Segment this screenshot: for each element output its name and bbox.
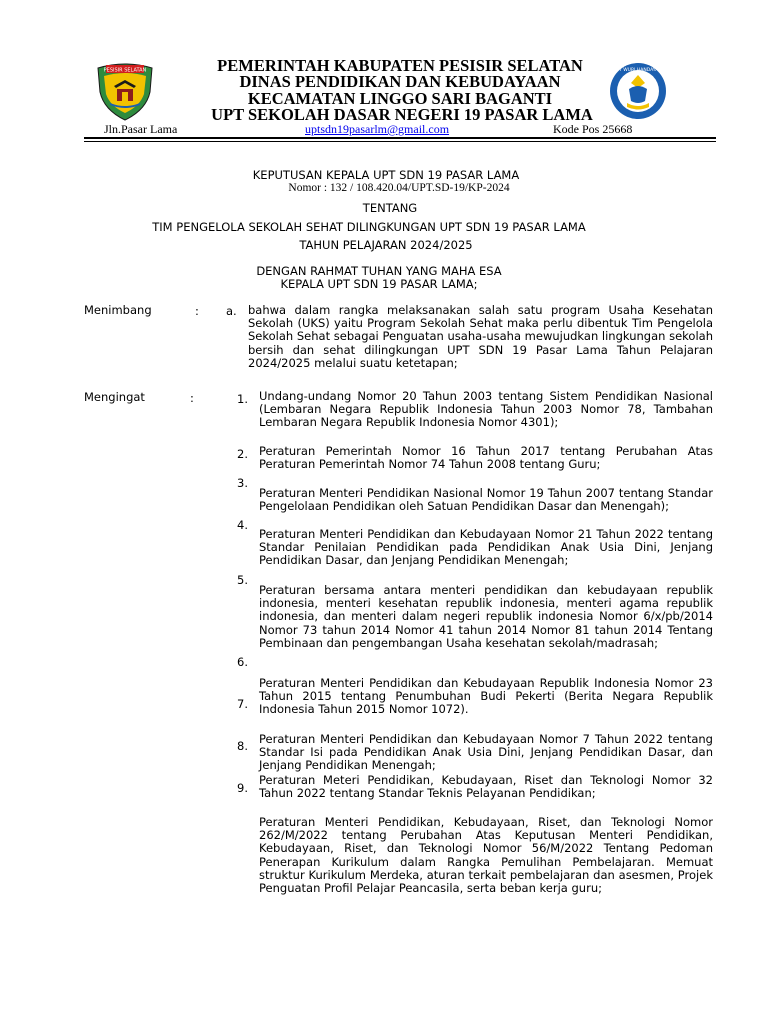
mengingat-label: Mengingat xyxy=(84,390,145,404)
mengingat-item-text: Peraturan Meteri Pendidikan, Kebudayaan, Riset dan Teknologi Nomor 32 Tahun 2022 tentang Standar Teknis Pelayanan Pendidikan; xyxy=(259,773,713,801)
menimbang-colon: : xyxy=(195,304,199,318)
mengingat-item-number: 7. xyxy=(237,697,248,711)
mengingat-item-text: Peraturan Pemerintah Nomor 16 Tahun 2017 tentang Perubahan Atas Peraturan Pemerintah Nomor 74 Tahun 2008 tentang Guru; xyxy=(259,444,713,472)
mengingat-item-text: Peraturan Menteri Pendidikan dan Kebudayaan Nomor 21 Tahun 2022 tentang Standar Penilaian Pendidikan pada Pendidikan Anak Usia Dini, Jenjang Pendidikan Dasar, dan Jenjang Pendidikan Menengah; xyxy=(259,527,713,568)
decree-subject: TIM PENGELOLA SEKOLAH SEHAT DILINGKUNGAN UPT SDN 19 PASAR LAMA xyxy=(152,220,586,234)
letterhead-rule-thin xyxy=(84,141,716,142)
logo-left-text: PESISIR SELATAN xyxy=(103,67,147,74)
postal-code: Kode Pos 25668 xyxy=(553,122,633,136)
mengingat-item-text: Undang-undang Nomor 20 Tahun 2003 tentang Sistem Pendidikan Nasional (Lembaran Negara Republik Indonesia Tahun 2003 Nomor 78, Tambahan Lembaran Negara Republik Indonesia Nomor 4301); xyxy=(259,389,713,430)
mengingat-item-number: 8. xyxy=(237,739,248,753)
mengingat-item-text: Peraturan Menteri Pendidikan, Kebudayaan, Riset, dan Teknologi Nomor 262/M/2022 tentang Perubahan Atas Keputusan Menteri Pendidikan, Kebudayaan, Riset, dan Teknologi Nomor 56/M/2022 Tentang Pedoman Penerapan Kurikulum dalam Rangka Pemulihan Pembelajaran. Memuat struktur Kurikulum Merdeka, aturan terkait pembelajaran dan asesmen, Projek Penguatan Profil Pelajar Peancasila, serta beban kerja guru; xyxy=(259,815,713,896)
mengingat-item-number: 5. xyxy=(237,573,248,587)
logo-right-text: TUT WURI HANDAYANI xyxy=(613,68,663,73)
mengingat-item-number: 3. xyxy=(237,476,248,490)
mengingat-item-number: 4. xyxy=(237,518,248,532)
letterhead-line-4: UPT SEKOLAH DASAR NEGERI 19 PASAR LAMA xyxy=(211,105,593,124)
decree-about: TENTANG xyxy=(362,201,418,215)
mengingat-item-text: Peraturan Menteri Pendidikan dan Kebudayaan Nomor 7 Tahun 2022 tentang Standar Isi pada Pendidikan Anak Usia Dini, Jenjang Pendidikan Dasar, dan Jenjang Pendidikan Menengah; xyxy=(259,732,713,773)
menimbang-text: bahwa dalam rangka melaksanakan salah satu program Usaha Kesehatan Sekolah (UKS) yaitu Program Sekolah Sehat maka perlu dibentuk Tim Pengelola Sekolah Sehat sebagai Penguatan usaha-usaha mewujudkan lingkungan sekolah bersih dan sehat dilingkungan UPT SDN 19 Pasar Lama Tahun Pelajaran 2024/2025 melalui suatu ketetapan; xyxy=(248,303,713,370)
letterhead-rule-thick xyxy=(84,137,716,139)
decree-number: Nomor : 132 / 108.420.04/UPT.SD-19/KP-2024 xyxy=(288,182,510,194)
mengingat-item-number: 1. xyxy=(237,392,248,406)
decree-title: KEPUTUSAN KEPALA UPT SDN 19 PASAR LAMA xyxy=(252,168,520,182)
mengingat-item-number: 2. xyxy=(237,447,248,461)
letterhead-line-3: KECAMATAN LINGGO SARI BAGANTI xyxy=(247,89,553,108)
decree-year: TAHUN PELAJARAN 2024/2025 xyxy=(299,238,473,252)
mengingat-item-text: Peraturan Menteri Pendidikan Nasional Nomor 19 Tahun 2007 tentang Standar Pengelolaan Pendidikan oleh Satuan Pendidikan Dasar dan Menengah); xyxy=(259,486,713,514)
mengingat-item-text: Peraturan Menteri Pendidikan dan Kebudayaan Republik Indonesia Nomor 23 Tahun 2015 tentang Penumbuhan Budi Pekerti (Berita Negara Republik Indonesia Tahun 2015 Nomor 1072). xyxy=(259,676,713,717)
decree-head: KEPALA UPT SDN 19 PASAR LAMA; xyxy=(280,277,478,291)
school-email-link[interactable]: uptsdn19pasarlm@gmail.com xyxy=(305,122,450,136)
decree-blessing: DENGAN RAHMAT TUHAN YANG MAHA ESA xyxy=(256,264,502,278)
school-address: Jln.Pasar Lama xyxy=(104,122,178,136)
letterhead-line-2: DINAS PENDIDIKAN DAN KEBUDAYAAN xyxy=(239,72,561,91)
mengingat-item-text: Peraturan bersama antara menteri pendidikan dan kebudayaan republik indonesia, menteri kesehatan republik indonesia, menteri agama republik indonesia, dan menteri dalam negeri republik indonesia Nomor 6/x/pb/2014 Nomor 73 tahun 2014 Nomor 41 tahun 2014 Nomor 81 tahun 2014 Tentang Pembinaan dan pengembangan Usaha kesehatan sekolah/madrasah; xyxy=(259,583,713,650)
mengingat-item-number: 9. xyxy=(237,781,248,795)
mengingat-colon: : xyxy=(190,391,194,405)
menimbang-label: Menimbang xyxy=(84,303,152,317)
mengingat-item-number: 6. xyxy=(237,655,248,669)
menimbang-marker: a. xyxy=(226,304,237,318)
letterhead-line-1: PEMERINTAH KABUPATEN PESISIR SELATAN xyxy=(217,56,583,75)
